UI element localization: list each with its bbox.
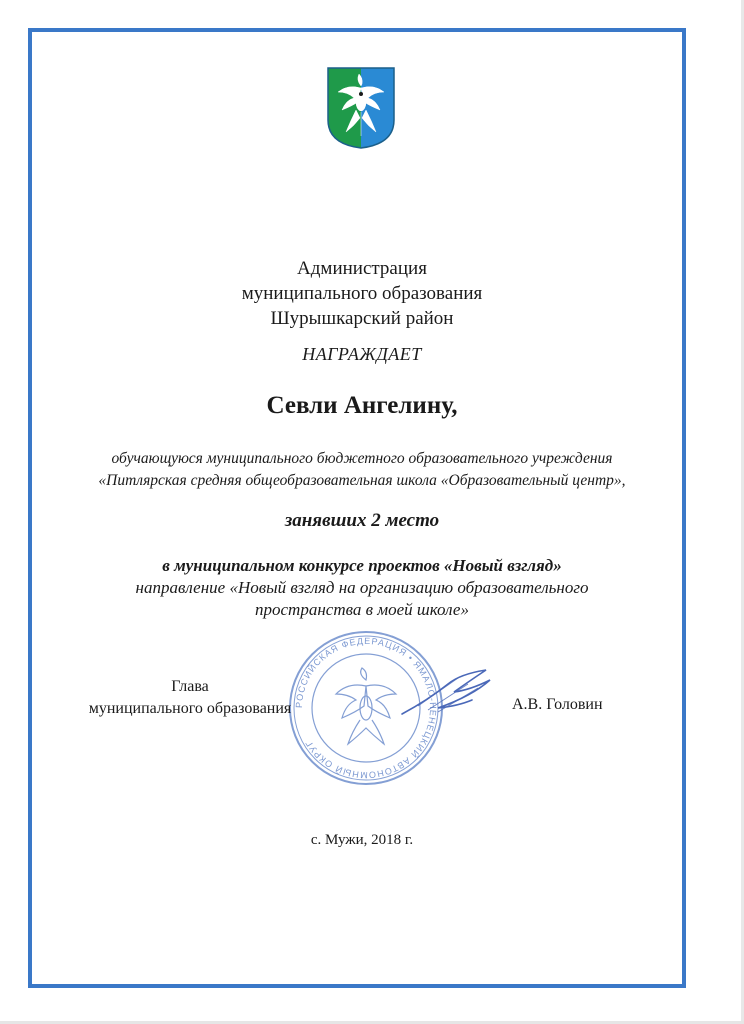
contest-description — [40, 555, 684, 621]
signatory-title-line-2: муниципального образования — [88, 700, 292, 717]
place-text: занявших 2 место — [284, 510, 440, 531]
signatory-title — [70, 676, 310, 720]
awards-heading: НАГРАЖДАЕТ — [302, 344, 422, 364]
recipient-description — [40, 448, 684, 492]
handwritten-signature — [398, 660, 494, 720]
signatory-title-line-1: Глава — [171, 678, 209, 695]
description-line-1: обучающуюся муниципального бюджетного образовательного учреждения — [111, 450, 613, 467]
contest-line-1: в муниципальном конкурсе проектов «Новый взгляд» — [162, 556, 562, 575]
recipient-name: Севли Ангелину, — [266, 392, 458, 419]
signatory-name: А.В. Головин — [512, 696, 603, 713]
coat-of-arms-icon — [326, 66, 396, 150]
organization-name — [40, 256, 684, 331]
org-line-2: муниципального образования — [241, 283, 483, 304]
org-line-3: Шурышкарский район — [270, 308, 454, 329]
description-line-2: «Питлярская средняя общеобразовательная школа «Образовательный центр», — [98, 472, 626, 489]
contest-line-2: направление «Новый взгляд на организацию образовательного — [135, 578, 589, 597]
org-line-1: Администрация — [297, 258, 427, 279]
seal-text: РОССИЙСКАЯ ФЕДЕРАЦИЯ • ЯМАЛО-НЕНЕЦКИЙ АВТОНОМНЫЙ ОКРУГ — [293, 635, 439, 781]
contest-line-3: пространства в моей школе» — [255, 600, 469, 619]
place-and-date: с. Мужи, 2018 г. — [310, 832, 414, 848]
